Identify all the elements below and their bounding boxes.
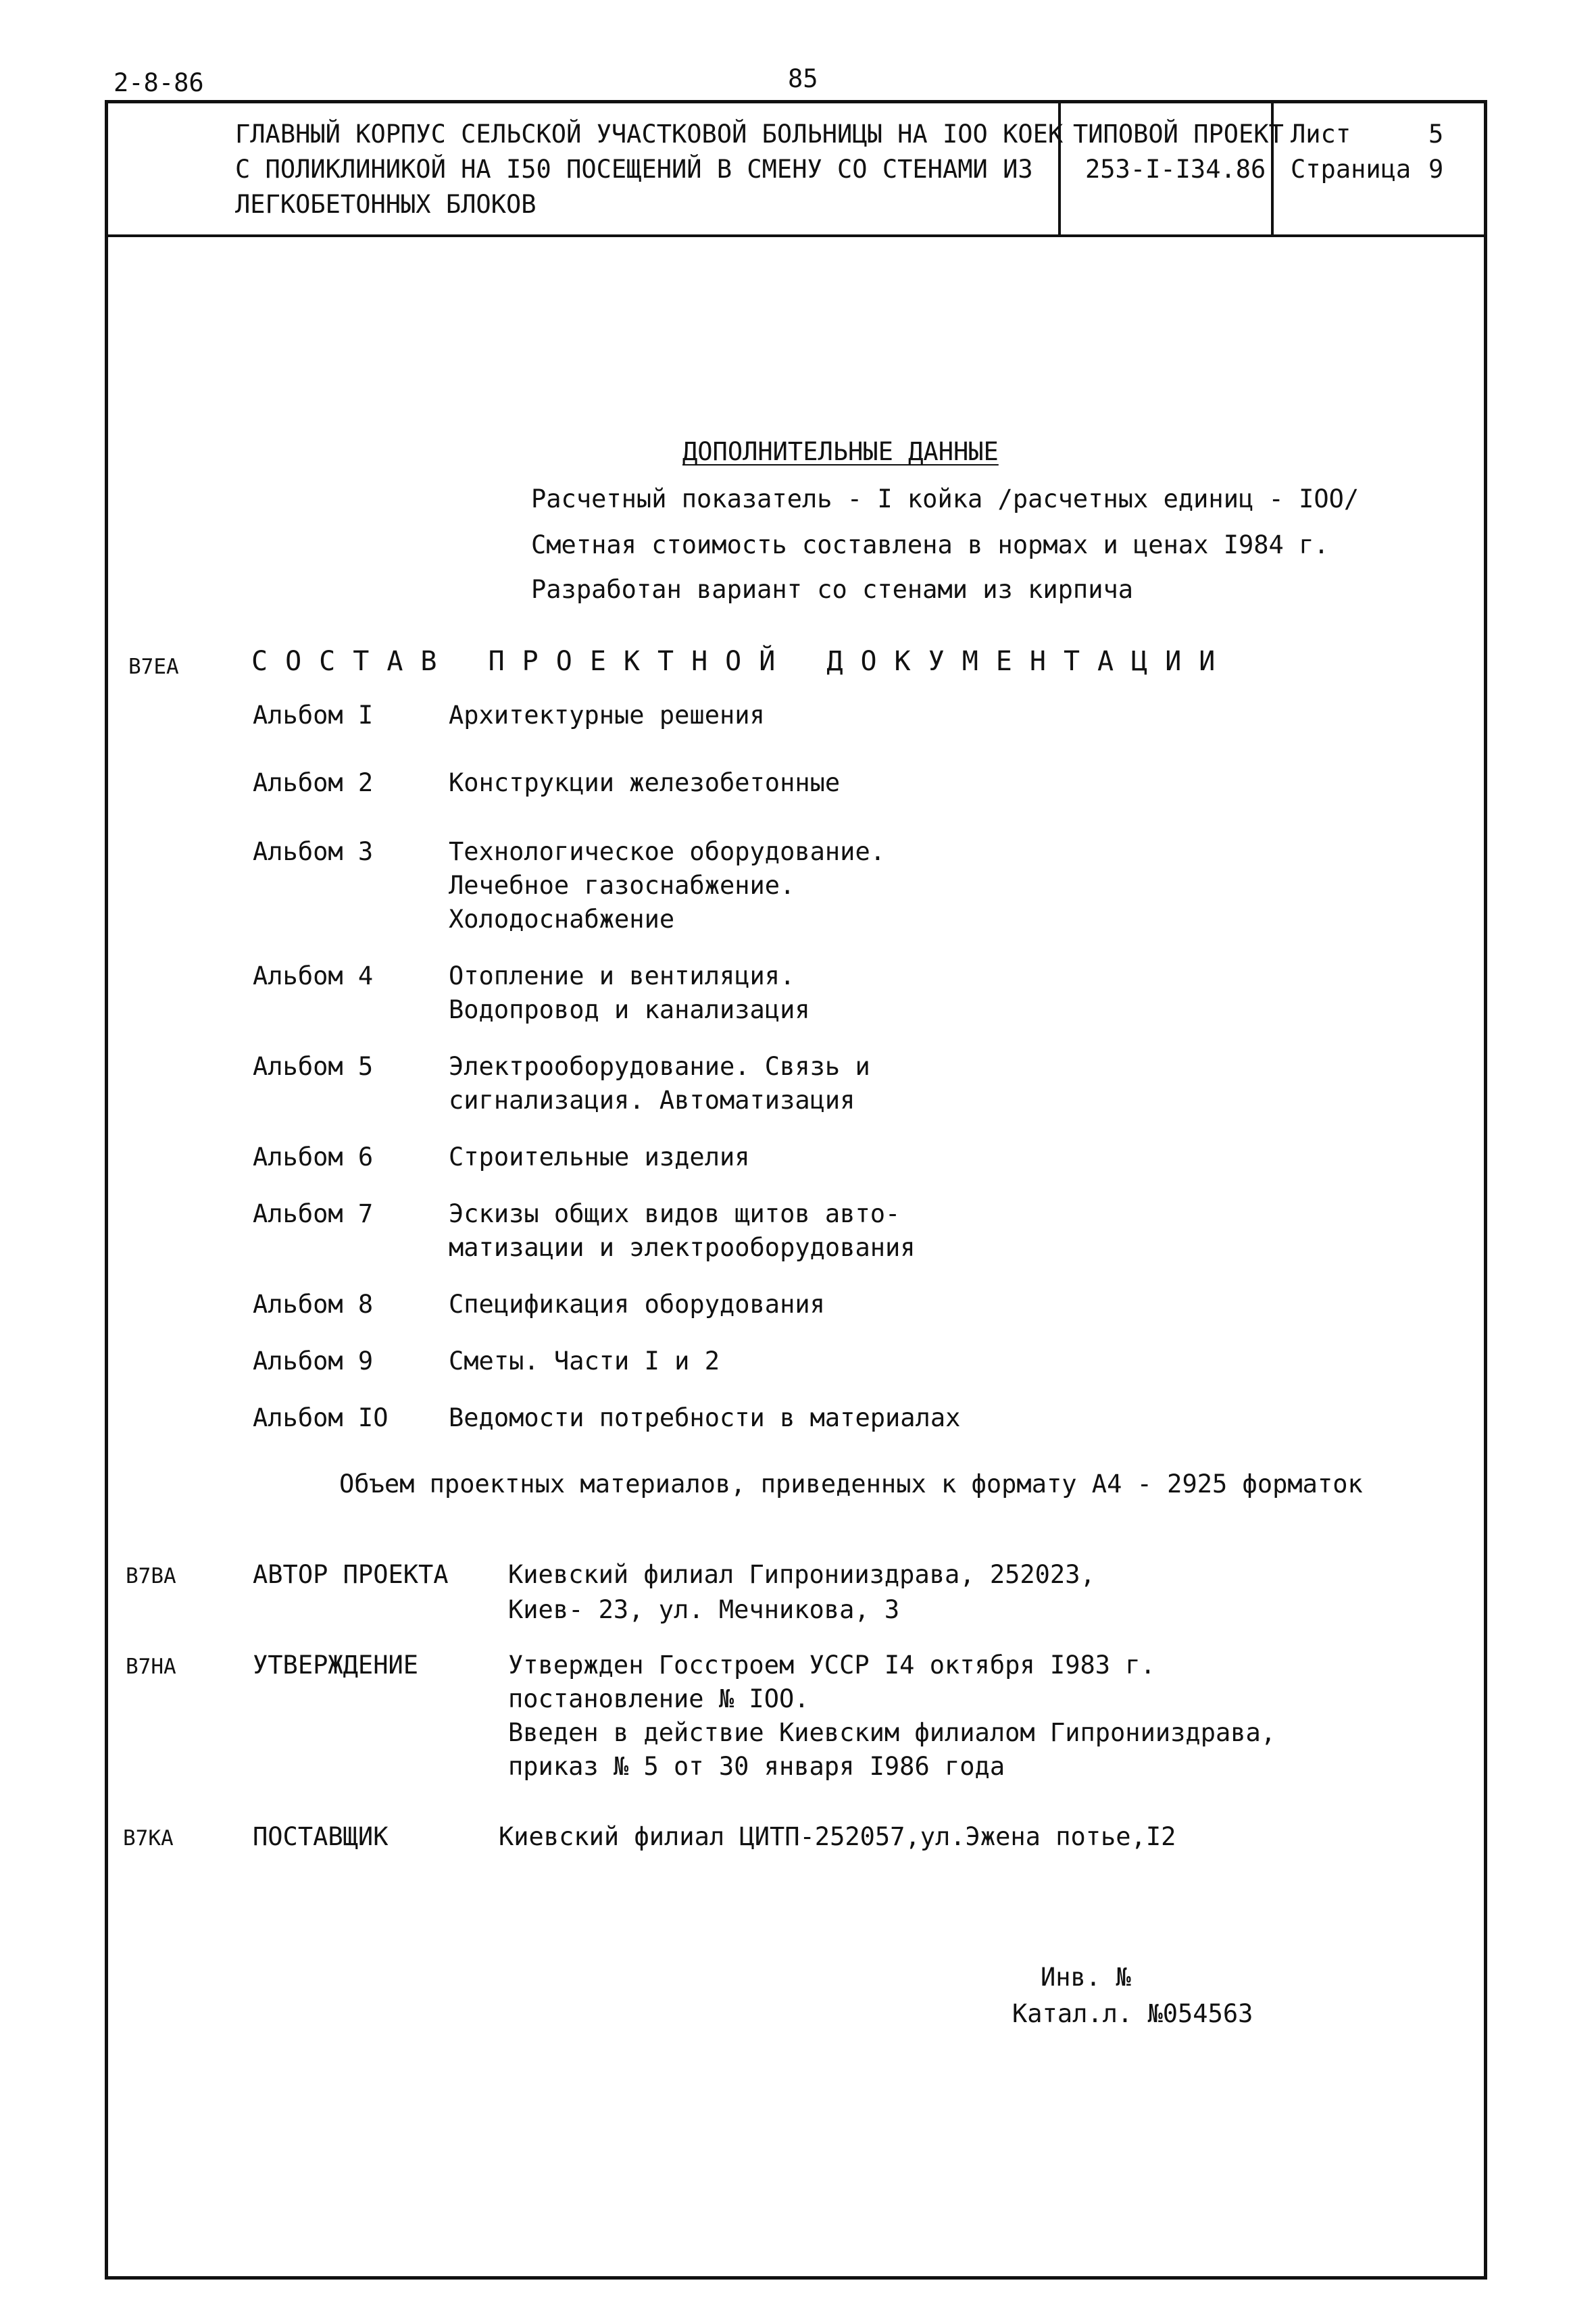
author-label: АВТОР ПРОЕКТА xyxy=(253,1560,449,1589)
header-divider xyxy=(105,234,1487,237)
album-4-label: Альбом 4 xyxy=(253,961,374,990)
author-code: B7BA xyxy=(126,1564,176,1588)
album-5-label: Альбом 5 xyxy=(253,1052,374,1081)
catalog-number: Катал.л. №054563 xyxy=(1012,1999,1253,2028)
sheet-label: Лист xyxy=(1291,120,1351,149)
supplier-label: ПОСТАВЩИК xyxy=(253,1822,389,1851)
additional-heading: ДОПОЛНИТЕЛЬНЫЕ ДАННЫЕ xyxy=(682,437,999,466)
author-line-2: Киев- 23, ул. Мечникова, 3 xyxy=(508,1595,900,1624)
album-3-label: Альбом 3 xyxy=(253,837,374,866)
album-3-line-1: Технологическое оборудование. xyxy=(449,837,886,866)
approval-line-3: Введен в действие Киевским филиалом Гипронииздрава, xyxy=(508,1718,1276,1747)
project-label: ТИПОВОЙ ПРОЕКТ xyxy=(1073,120,1284,149)
album-5-line-2: сигнализация. Автоматизация xyxy=(449,1086,855,1115)
album-3-line-3: Холодоснабжение xyxy=(449,905,675,934)
album-9-line-1: Сметы. Части I и 2 xyxy=(449,1347,720,1376)
volume-note: Объем проектных материалов, приведенных к формату А4 - 2925 форматок xyxy=(339,1469,1363,1499)
page-value: 9 xyxy=(1428,155,1444,184)
sheet-value: 5 xyxy=(1428,120,1444,149)
composition-heading: СОСТАВ ПРОЕКТНОЙ ДОКУМЕНТАЦИИ xyxy=(251,646,1233,677)
album-2-line-1: Конструкции железобетонные xyxy=(449,768,841,797)
header-title-line-3: ЛЕГКОБЕТОННЫХ БЛОКОВ xyxy=(235,190,537,219)
album-8-line-1: Спецификация оборудования xyxy=(449,1290,825,1319)
album-7-label: Альбом 7 xyxy=(253,1199,374,1228)
album-4-line-1: Отопление и вентиляция. xyxy=(449,961,795,990)
album-10-label: Альбом IO xyxy=(253,1403,389,1432)
page-frame xyxy=(105,100,1487,2280)
album-8-label: Альбом 8 xyxy=(253,1290,374,1319)
album-7-line-2: матизации и электрооборудования xyxy=(449,1233,916,1262)
album-5-line-1: Электрооборудование. Связь и xyxy=(449,1052,870,1081)
document-date: 2-8-86 xyxy=(114,68,204,97)
approval-label: УТВЕРЖДЕНИЕ xyxy=(253,1651,419,1680)
additional-line-2: Сметная стоимость составлена в нормах и ценах I984 г. xyxy=(531,530,1329,559)
inventory-label: Инв. № xyxy=(1041,1963,1131,1992)
additional-line-3: Разработан вариант со стенами из кирпича xyxy=(531,575,1134,604)
album-1-line-1: Архитектурные решения xyxy=(449,701,765,730)
page-number: 85 xyxy=(788,64,818,93)
project-number: 253-I-I34.86 xyxy=(1085,155,1266,184)
album-10-line-1: Ведомости потребности в материалах xyxy=(449,1403,961,1432)
album-1-label: Альбом I xyxy=(253,701,374,730)
approval-line-2: постановление № IOO. xyxy=(508,1684,809,1713)
composition-code: B7EA xyxy=(128,655,179,679)
supplier-line-1: Киевский филиал ЦИТП-252057,ул.Эжена потье,I2 xyxy=(499,1822,1176,1851)
album-6-label: Альбом 6 xyxy=(253,1142,374,1172)
header-title-line-1: ГЛАВНЫЙ КОРПУС СЕЛЬСКОЙ УЧАСТКОВОЙ БОЛЬНИЦЫ НА IOO КОЕК xyxy=(235,120,1064,149)
album-3-line-2: Лечебное газоснабжение. xyxy=(449,871,795,900)
album-2-label: Альбом 2 xyxy=(253,768,374,797)
additional-line-1: Расчетный показатель - I койка /расчетных единиц - IOO/ xyxy=(531,484,1360,513)
album-6-line-1: Строительные изделия xyxy=(449,1142,750,1172)
supplier-code: B7KA xyxy=(123,1826,174,1851)
album-4-line-2: Водопровод и канализация xyxy=(449,995,810,1024)
approval-line-4: приказ № 5 от 30 января I986 года xyxy=(508,1752,1005,1781)
album-7-line-1: Эскизы общих видов щитов авто- xyxy=(449,1199,901,1228)
page-label: Страница xyxy=(1291,155,1412,184)
author-line-1: Киевский филиал Гипронииздрава, 252023, xyxy=(508,1560,1095,1589)
approval-line-1: Утвержден Госстроем УССР I4 октября I983 г. xyxy=(508,1651,1155,1680)
approval-code: B7HA xyxy=(126,1655,176,1679)
album-9-label: Альбом 9 xyxy=(253,1347,374,1376)
header-title-line-2: С ПОЛИКЛИНИКОЙ НА I50 ПОСЕЩЕНИЙ В СМЕНУ СО СТЕНАМИ ИЗ xyxy=(235,155,1033,184)
